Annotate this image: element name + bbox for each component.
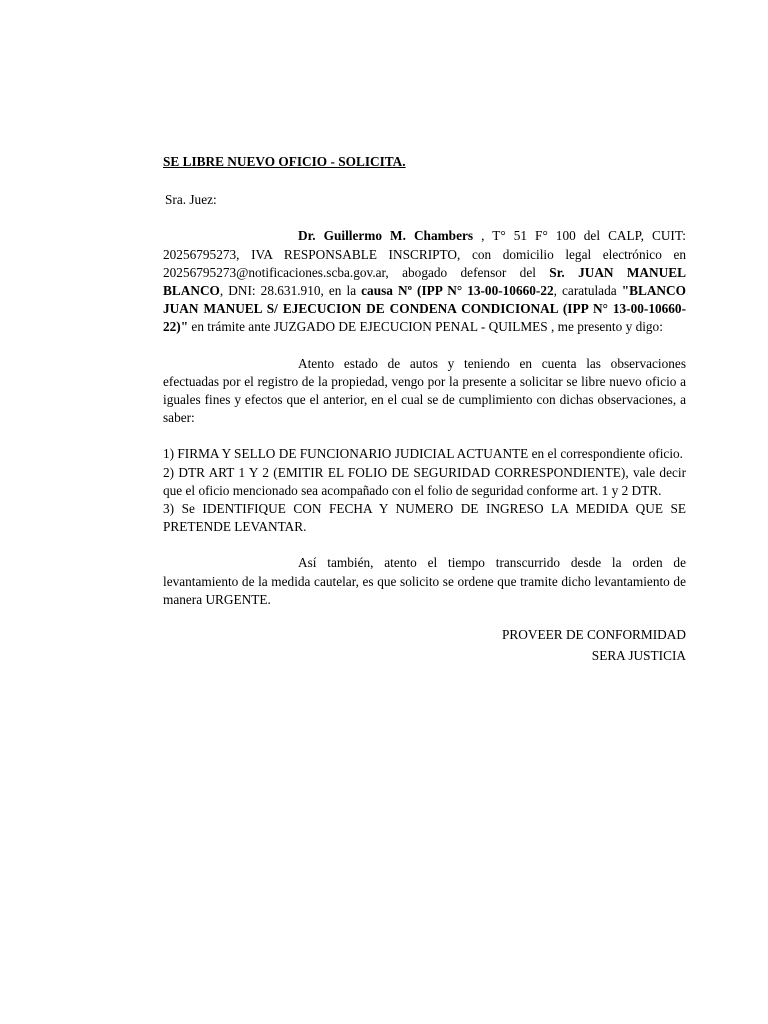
- intro-text-1: , T° 51 F° 100 del CALP, CUIT: 20256795273, IVA RESPONSABLE INSCRIPTO, con domicilio legal electrónico en 20256795273@notificaciones.scba.gov.ar, abogado defensor del: [163, 228, 686, 280]
- intro-text-3: , caratulada: [553, 283, 622, 299]
- request-paragraph: [163, 355, 686, 428]
- document-body: [163, 153, 686, 665]
- list-item: 2) DTR ART 1 Y 2 (EMITIR EL FOLIO DE SEGURIDAD CORRESPONDIENTE), vale decir que el oficio mencionado sea acompañado con el folio de seguridad conforme art. 1 y 2 DTR.: [163, 464, 686, 498]
- request-text: Atento estado de autos y teniendo en cuenta las observaciones efectuadas por el registro de la propiedad, vengo por la presente a solicitar se libre nuevo oficio a iguales fines y efectos que el anterior, en el cual se de cumplimiento con dichas observaciones, a saber:: [163, 355, 686, 426]
- observations-list: [163, 445, 686, 536]
- closing-line-1: PROVEER DE CONFORMIDAD: [502, 627, 686, 643]
- closing-block: [163, 626, 686, 665]
- document-title: SE LIBRE NUEVO OFICIO - SOLICITA.: [163, 154, 406, 169]
- intro-paragraph: [163, 227, 686, 336]
- case-caption: "BLANCO JUAN MANUEL S/ EJECUCION DE CONDENA CONDICIONAL (IPP N° 13-00-10660-22)": [163, 283, 686, 335]
- client-name: Sr. JUAN MANUEL BLANCO: [163, 264, 686, 299]
- list-item: 1) FIRMA Y SELLO DE FUNCIONARIO JUDICIAL ACTUANTE en el correspondiente oficio.: [163, 446, 683, 462]
- intro-text-4: en trámite ante JUZGADO DE EJECUCION PENAL - QUILMES , me presento y digo:: [188, 319, 663, 335]
- case-number: causa Nº (IPP N° 13-00-10660-22: [361, 283, 554, 299]
- lawyer-name: Dr. Guillermo M. Chambers: [298, 228, 474, 244]
- urgency-paragraph: [163, 554, 686, 609]
- greeting: Sra. Juez:: [165, 192, 217, 208]
- closing-line-2: SERA JUSTICIA: [591, 648, 686, 664]
- intro-text-2: , DNI: 28.631.910, en la: [219, 283, 362, 299]
- list-item: 3) Se IDENTIFIQUE CON FECHA Y NUMERO DE INGRESO LA MEDIDA QUE SE PRETENDE LEVANTAR.: [163, 501, 686, 535]
- urgency-text: Así también, atento el tiempo transcurrido desde la orden de levantamiento de la medida cautelar, es que solicito se ordene que tramite dicho levantamiento de manera URGENTE.: [163, 555, 686, 607]
